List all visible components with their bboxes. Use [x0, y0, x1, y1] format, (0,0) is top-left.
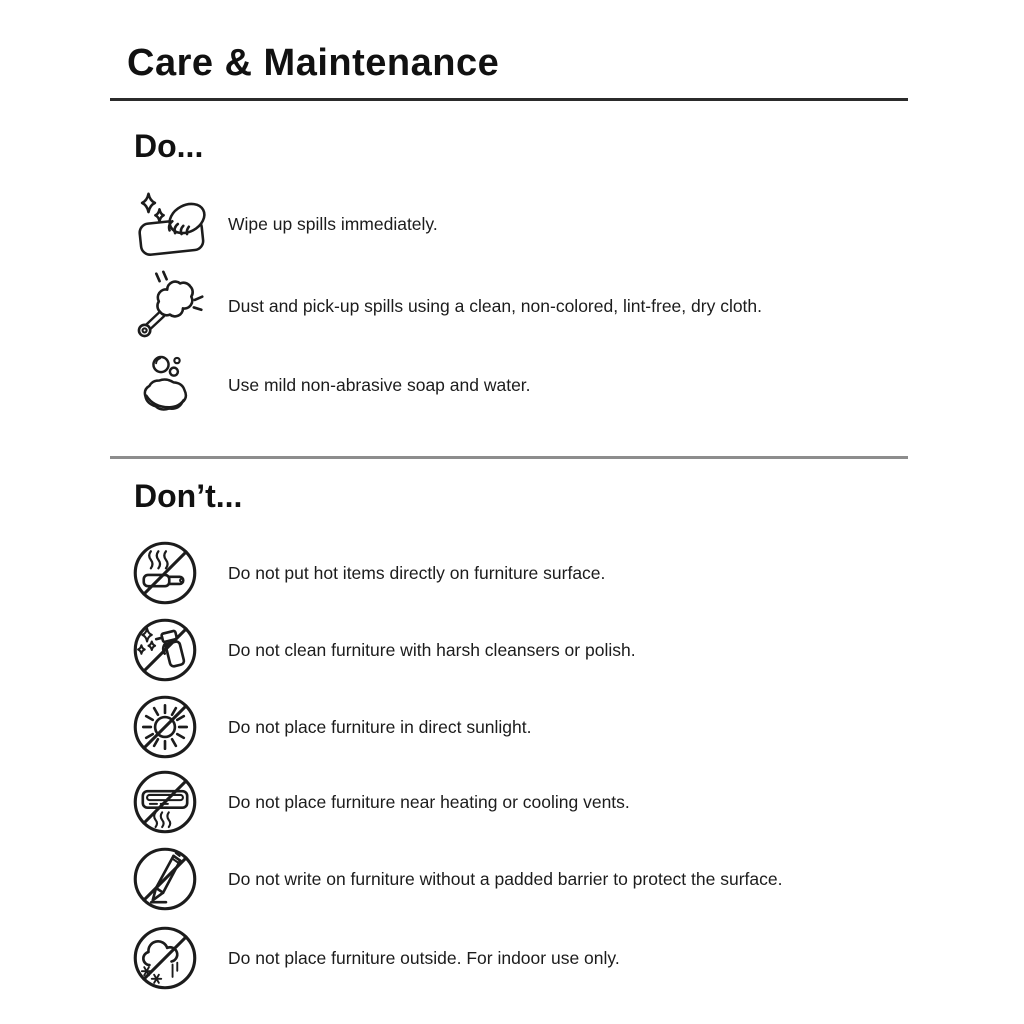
list-item: [131, 693, 532, 761]
list-item: [131, 190, 438, 258]
instruction-text: Do not clean furniture with harsh cleansers or polish.: [228, 639, 636, 660]
title-divider: [110, 98, 908, 101]
page-title: Care & Maintenance: [127, 42, 500, 84]
wipe-cloth-icon: [131, 191, 228, 257]
dont-section-heading: Don’t...: [134, 478, 243, 514]
instruction-text: Dust and pick-up spills using a clean, non-colored, lint-free, dry cloth.: [228, 295, 763, 316]
list-item: [131, 768, 630, 836]
no-heating-vents-icon: [131, 768, 228, 836]
section-divider: [110, 456, 908, 459]
no-harsh-cleansers-icon: [131, 616, 228, 684]
list-item: [131, 266, 762, 346]
instruction-text: Do not write on furniture without a padded barrier to protect the surface.: [228, 868, 783, 889]
instruction-text: Do not place furniture outside. For indoor use only.: [228, 947, 620, 968]
list-item: [131, 616, 636, 684]
instruction-text: Do not put hot items directly on furniture surface.: [228, 562, 606, 583]
instruction-text: Use mild non-abrasive soap and water.: [228, 374, 531, 395]
instruction-text: Wipe up spills immediately.: [228, 213, 438, 234]
soap-water-icon: [131, 352, 228, 418]
no-direct-sunlight-icon: [131, 693, 228, 761]
no-writing-icon: [131, 845, 228, 913]
no-hot-items-icon: [131, 539, 228, 607]
do-section-heading: Do...: [134, 128, 204, 164]
instruction-text: Do not place furniture near heating or cooling vents.: [228, 791, 630, 812]
list-item: [131, 924, 620, 992]
no-outdoor-use-icon: [131, 924, 228, 992]
list-item: [131, 845, 782, 913]
feather-duster-icon: [131, 269, 228, 344]
instruction-text: Do not place furniture in direct sunlight.: [228, 716, 532, 737]
list-item: [131, 539, 605, 607]
list-item: [131, 352, 531, 418]
